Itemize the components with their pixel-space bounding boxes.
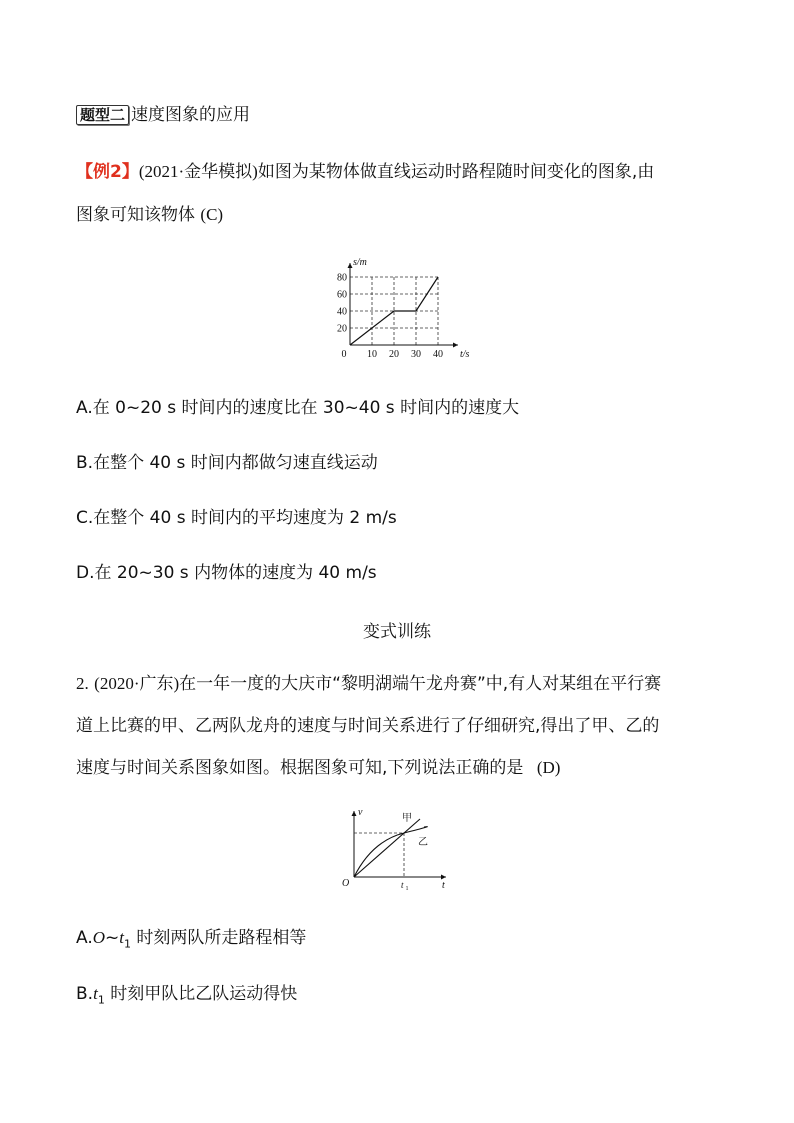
example-answer: (C) [200, 205, 224, 224]
y-tick-label: 40 [337, 306, 347, 318]
option-a-prefix: A. [76, 928, 93, 948]
question2-line2: 道上比赛的甲、乙两队龙舟的速度与时间关系进行了仔细研究,得出了甲、乙的 [76, 716, 660, 736]
option-a-tilde: ~ [105, 928, 120, 948]
x-axis-label: t [442, 880, 445, 891]
question-text-3: 速度与时间关系图象如图。根据图象可知,下列说法正确的是 [76, 758, 524, 778]
question-text-1: 在一年一度的大庆市“黎明湖端午龙舟赛”中,有人对某组在平行赛 [179, 674, 662, 694]
section-heading [76, 103, 250, 127]
option-b-sub: 1 [97, 993, 105, 1007]
y-axis-arrow [348, 263, 353, 268]
question2-line1 [76, 672, 661, 696]
y-tick-label: 80 [337, 272, 347, 284]
example2-line2 [76, 203, 223, 227]
question-number: 2. [76, 674, 89, 693]
example-option-c: C.在整个 40 s 时间内的平均速度为 2 m/s [76, 508, 397, 528]
section-tag: 题型二 [76, 105, 129, 125]
x-axis-label: t/s [460, 349, 470, 360]
question-source: (2020·广东) [94, 674, 180, 693]
x-tick-label: 40 [433, 349, 443, 360]
option-b-t: t [93, 984, 98, 1003]
x-tick-label: 30 [411, 349, 421, 360]
series-label-jia: 甲 [402, 813, 412, 824]
example-text-1: 如图为某物体做直线运动时路程随时间变化的图象,由 [257, 162, 655, 182]
s-t-chart [330, 255, 470, 360]
v-t-chart [338, 805, 458, 895]
option-b-prefix: B. [76, 984, 94, 1004]
y-axis-label: s/m [353, 257, 367, 268]
x-tick-label: 20 [389, 349, 399, 360]
question-answer: (D) [536, 758, 561, 777]
example-source: (2021·金华模拟) [138, 162, 258, 181]
option-b-text: 时刻甲队比乙队运动得快 [104, 984, 298, 1004]
series-yi-curve [354, 827, 427, 877]
example-text-2: 图象可知该物体 [76, 205, 195, 225]
option-a-sub: 1 [124, 937, 131, 951]
example-option-b: B.在整个 40 s 时间内都做匀速直线运动 [76, 453, 378, 473]
series-label-yi: 乙 [418, 837, 428, 848]
series-jia-line [354, 819, 420, 877]
option-a-text: 时刻两队所走路程相等 [131, 928, 307, 948]
question-option-a [76, 926, 306, 956]
x-tick-label: 0 [341, 349, 347, 360]
variant-heading: 变式训练 [363, 622, 431, 642]
x-tick-label: 10 [367, 349, 377, 360]
x-axis-arrow [453, 343, 458, 348]
y-axis-label: v [358, 807, 363, 818]
origin-label: O [342, 878, 350, 889]
example-option-d: D.在 20~30 s 内物体的速度为 40 m/s [76, 563, 377, 583]
question-option-b [76, 982, 297, 1012]
y-tick-label: 60 [337, 289, 347, 301]
example-option-a: A.在 0~20 s 时间内的速度比在 30~40 s 时间内的速度大 [76, 398, 520, 418]
option-a-t: t [119, 928, 124, 947]
x-tick-subscript: 1 [405, 886, 409, 892]
option-a-origin: O [92, 928, 106, 947]
question2-line3 [76, 756, 560, 780]
x-axis-arrow [441, 875, 446, 880]
x-tick-label: t [401, 880, 404, 890]
y-tick-label: 20 [337, 323, 347, 335]
section-title: 速度图象的应用 [131, 105, 251, 125]
example2-line1 [76, 160, 654, 184]
y-axis-arrow [352, 811, 357, 816]
example-label: 【例2】 [76, 162, 139, 182]
